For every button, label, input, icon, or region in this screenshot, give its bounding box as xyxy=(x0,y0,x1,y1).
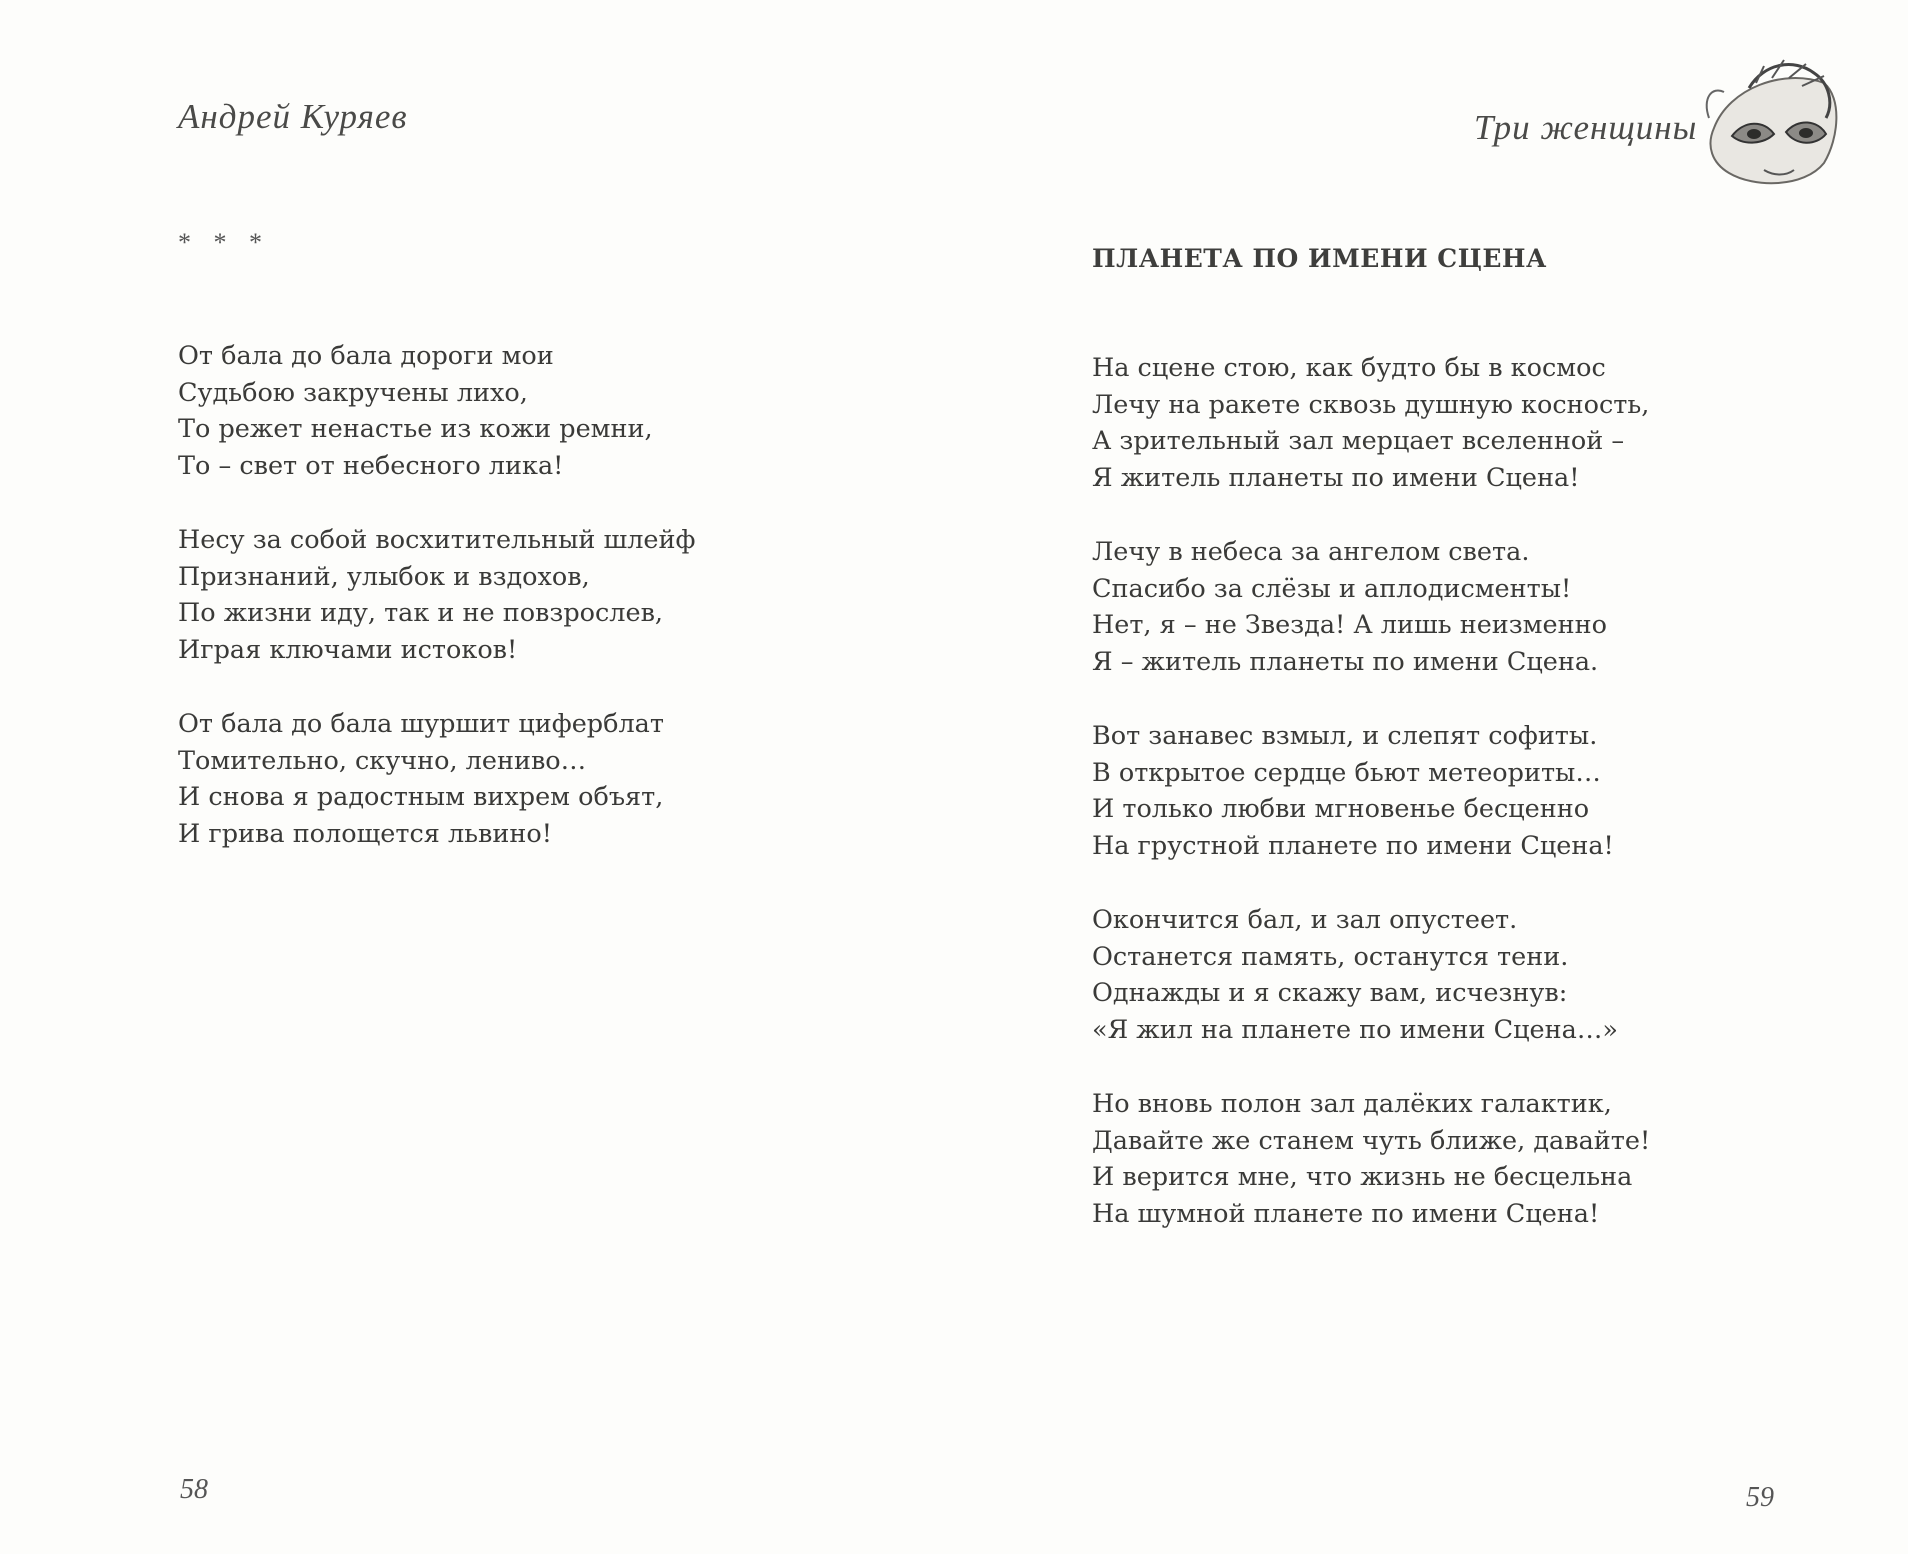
poem-line: На грустной планете по имени Сцена! xyxy=(1092,830,1614,861)
poem-line: И верится мне, что жизнь не бесцельна xyxy=(1092,1162,1633,1192)
poem-line: То режет ненастье из кожи ремни, xyxy=(178,414,653,444)
poem-line: На шумной планете по имени Сцена! xyxy=(1092,1198,1600,1229)
poem-line: Играя ключами истоков! xyxy=(178,634,518,665)
poem-line: Признаний, улыбок и вздохов, xyxy=(178,561,590,592)
running-head-author: Андрей Куряев xyxy=(178,97,408,136)
poem-line: Лечу в небеса за ангелом света. xyxy=(1092,537,1530,567)
poem-line: Вот занавес взмыл, и слепят софиты. xyxy=(1092,721,1598,751)
poem-line: Несу за собой восхитительный шлейф xyxy=(178,525,696,555)
poem-line: Окончится бал, и зал опустеет. xyxy=(1092,905,1518,935)
poem-line: От бала до бала шуршит циферблат xyxy=(178,709,664,739)
poem-line: И только любви мгновенье бесценно xyxy=(1092,794,1590,824)
right-page xyxy=(954,0,1908,1554)
section-ornament: * * * xyxy=(178,228,270,257)
page-number: 59 xyxy=(1746,1482,1774,1513)
poem-line: «Я жил на планете по имени Сцена…» xyxy=(1092,1014,1618,1045)
poem-body xyxy=(178,338,695,890)
poem-line: И снова я радостным вихрем объят, xyxy=(178,782,664,812)
poem-line: Я житель планеты по имени Сцена! xyxy=(1092,462,1580,493)
stanza xyxy=(178,706,695,852)
poem-line: Я – житель планеты по имени Сцена. xyxy=(1092,646,1599,677)
poem-body xyxy=(1092,350,1650,1270)
poem-line: От бала до бала дороги мои xyxy=(178,341,554,371)
poem-line: То – свет от небесного лика! xyxy=(178,450,564,481)
stanza xyxy=(1092,534,1650,680)
poem-line: Однажды и я скажу вам, исчезнув: xyxy=(1092,978,1568,1008)
poem-line: Давайте же станем чуть ближе, давайте! xyxy=(1092,1125,1651,1156)
poem-line: Останется память, останутся тени. xyxy=(1092,941,1569,972)
poem-line: И грива полощется львино! xyxy=(178,818,552,849)
poem-line: Судьбою закручены лихо, xyxy=(178,377,528,408)
poem-title: ПЛАНЕТА ПО ИМЕНИ СЦЕНА xyxy=(1092,244,1547,273)
poem-line: А зрительный зал мерцает вселенной – xyxy=(1092,426,1625,456)
stanza xyxy=(178,522,695,668)
stanza xyxy=(178,338,695,484)
poem-line: Но вновь полон зал далёких галактик, xyxy=(1092,1089,1612,1119)
poem-line: Томительно, скучно, лениво… xyxy=(178,745,587,776)
page-number: 58 xyxy=(180,1474,208,1505)
running-head-book-title: Три женщины xyxy=(1474,108,1698,147)
stanza xyxy=(1092,350,1650,496)
mask-icon xyxy=(1694,58,1844,198)
poem-line: По жизни иду, так и не повзрослев, xyxy=(178,598,664,628)
stanza xyxy=(1092,1086,1650,1232)
poem-line: Лечу на ракете сквозь душную косность, xyxy=(1092,389,1650,420)
poem-line: Нет, я – не Звезда! А лишь неизменно xyxy=(1092,610,1607,640)
poem-line: Спасибо за слёзы и аплодисменты! xyxy=(1092,573,1572,604)
stanza xyxy=(1092,718,1650,864)
poem-line: На сцене стою, как будто бы в космос xyxy=(1092,353,1606,383)
poem-line: В открытое сердце бьют метеориты… xyxy=(1092,757,1601,788)
stanza xyxy=(1092,902,1650,1048)
